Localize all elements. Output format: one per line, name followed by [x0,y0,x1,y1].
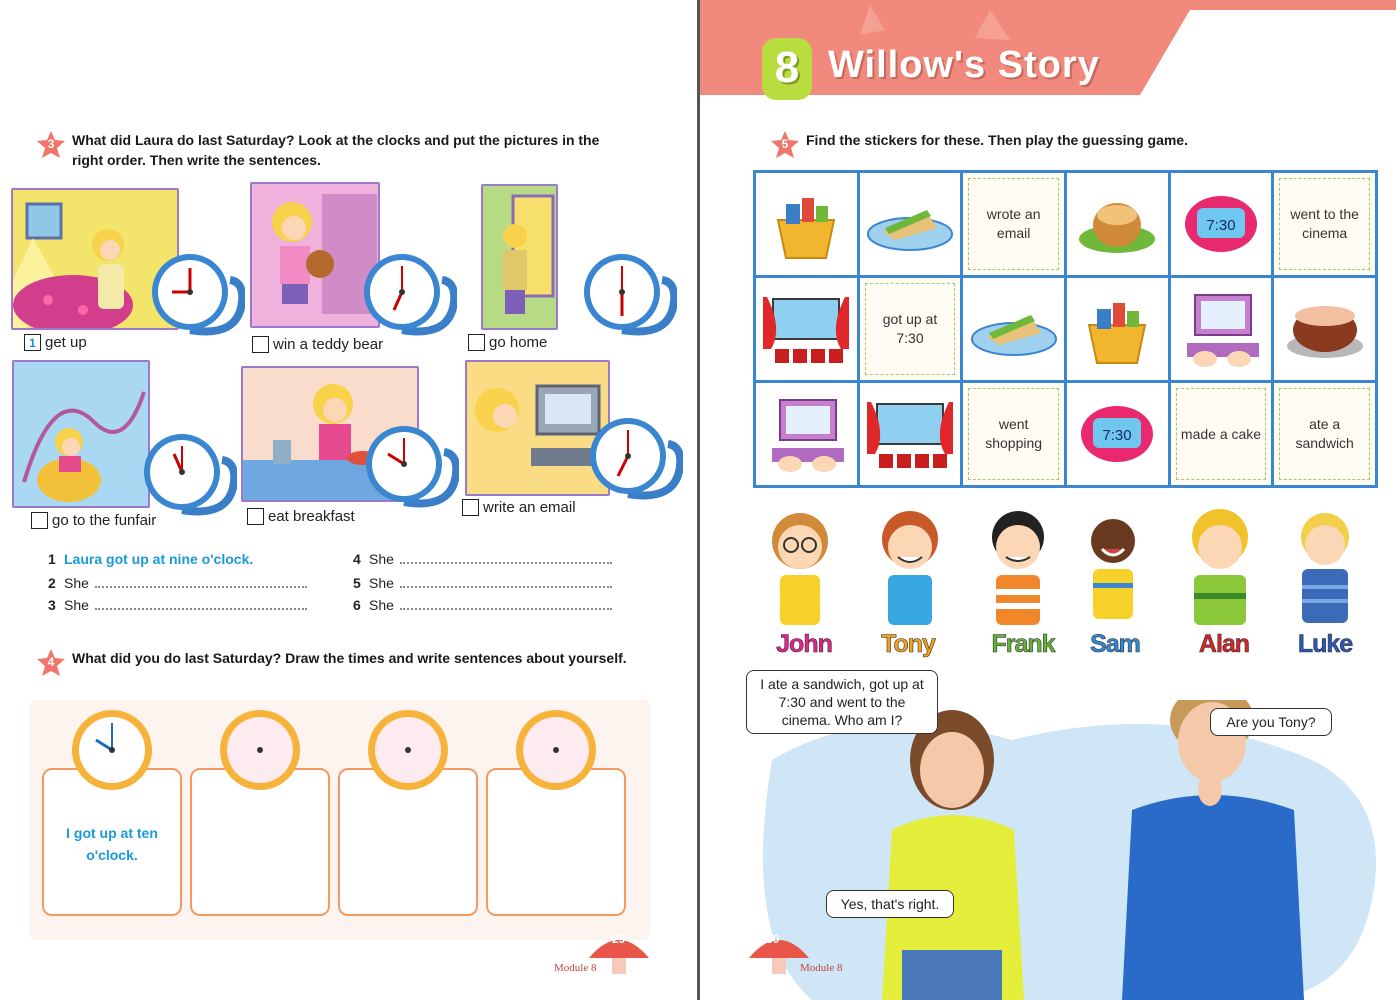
caption-email: write an email [462,499,576,516]
sticker-cake-icon[interactable] [1067,173,1168,275]
star-number-icon: 4 [36,648,66,678]
answer-line[interactable] [400,554,612,564]
scene-funfair [12,360,150,508]
speech-bubble-girl: I ate a sandwich, got up at 7:30 and went to the cinema. Who am I? [746,670,938,734]
order-box[interactable]: 1 [24,334,41,351]
caption-get-up: 1 get up [24,334,87,351]
sticker-computer-icon[interactable] [756,383,857,485]
kid-luke-avatar[interactable] [1290,505,1360,640]
scene-go-home [481,184,558,330]
clock-6-00 [582,252,677,338]
module-number: 8 [762,38,812,100]
word-made-cake[interactable]: made a cake [1171,383,1272,485]
kid-name-frank: Frank [991,630,1055,658]
clock-10-00-example [70,708,154,792]
clock-10-00 [364,424,459,510]
sentence-5: 5 She [353,575,612,591]
page-title: Willow's Story [828,44,1100,86]
order-box[interactable] [468,334,485,351]
empty-clock[interactable] [218,708,302,792]
kid-name-sam: Sam [1090,630,1140,658]
sticker-cake-icon[interactable] [1274,278,1375,380]
photo-scene [752,700,1390,1000]
answer-line[interactable] [95,600,307,610]
task-5-header [770,130,1370,160]
sticker-sandwich-icon[interactable] [860,173,961,275]
sticker-cinema-icon[interactable] [860,383,961,485]
caption-win-teddy: win a teddy bear [252,336,383,353]
sticker-computer-icon[interactable] [1171,278,1272,380]
order-box[interactable] [31,512,48,529]
clock-7-00 [588,416,683,502]
sentence-2: 2 She [48,575,307,591]
word-went-cinema[interactable]: went to the cinema [1274,173,1375,275]
word-ate-sandwich[interactable]: ate a sandwich [1274,383,1375,485]
caption-funfair: go to the funfair [31,512,156,529]
scene-win-teddy [250,182,380,328]
order-box[interactable] [252,336,269,353]
clock-11-00 [142,432,237,518]
kid-name-tony: Tony [881,630,935,658]
sentence-6: 6 She [353,597,612,613]
task-5-instruction: Find the stickers for these. Then play the guessing game. [806,132,1188,148]
kid-sam-avatar[interactable] [1078,505,1148,640]
speech-bubble-boy: Are you Tony? [1210,708,1332,736]
kid-john-avatar[interactable] [760,505,840,640]
clock-3-00 [362,252,457,338]
answer-line[interactable] [400,600,612,610]
kid-name-alan: Alan [1198,630,1250,658]
sticker-shopping-icon[interactable] [1067,278,1168,380]
sticker-grid [753,170,1378,488]
answer-line[interactable] [400,578,612,588]
sticker-clock-icon[interactable] [1067,383,1168,485]
task-4-header [36,648,636,678]
kid-name-luke: Luke [1297,630,1353,658]
order-box[interactable] [247,508,264,525]
drawing-panel-1[interactable]: I got up at ten o'clock. [42,768,182,916]
sticker-sandwich-icon[interactable] [963,278,1064,380]
kid-name-john: John [776,630,832,658]
module-label: Module 8 [800,962,843,974]
star-number-icon: 3 [36,130,66,160]
sticker-cinema-icon[interactable] [756,278,857,380]
task-4-instruction: What did you do last Saturday? Draw the times and write sentences about yourself. [72,650,627,666]
kid-alan-avatar[interactable] [1180,505,1260,640]
kid-tony-avatar[interactable] [870,505,950,640]
kid-frank-avatar[interactable] [978,505,1058,640]
sentence-1: 1 Laura got up at nine o'clock. [48,551,254,567]
speech-bubble-answer: Yes, that's right. [826,890,954,918]
caption-go-home: go home [468,334,547,351]
sentence-4: 4 She [353,551,612,567]
empty-clock[interactable] [514,708,598,792]
word-went-shopping[interactable]: went shopping [963,383,1064,485]
svg-text:7:30: 7:30 [1102,427,1132,444]
empty-clock[interactable] [366,708,450,792]
page-number: 30 [766,932,780,946]
word-got-up[interactable]: got up at 7:30 [860,278,961,380]
order-box[interactable] [462,499,479,516]
module-label: Module 8 [554,962,597,974]
sentence-3: 3 She [48,597,307,613]
star-number-icon: 5 [770,130,800,160]
answer-line[interactable] [95,578,307,588]
sticker-clock-icon[interactable] [1171,173,1272,275]
page-number: 29 [612,932,626,946]
clock-9-00 [150,252,245,338]
svg-text:7:30: 7:30 [1206,217,1236,234]
word-wrote-email[interactable]: wrote an email [963,173,1064,275]
task-3-header [36,130,636,170]
sticker-shopping-icon[interactable] [756,173,857,275]
caption-breakfast: eat breakfast [247,508,355,525]
task-3-instruction: What did Laura do last Saturday? Look at the clocks and put the pictures in the right order. Then write the sentences. [72,132,600,168]
